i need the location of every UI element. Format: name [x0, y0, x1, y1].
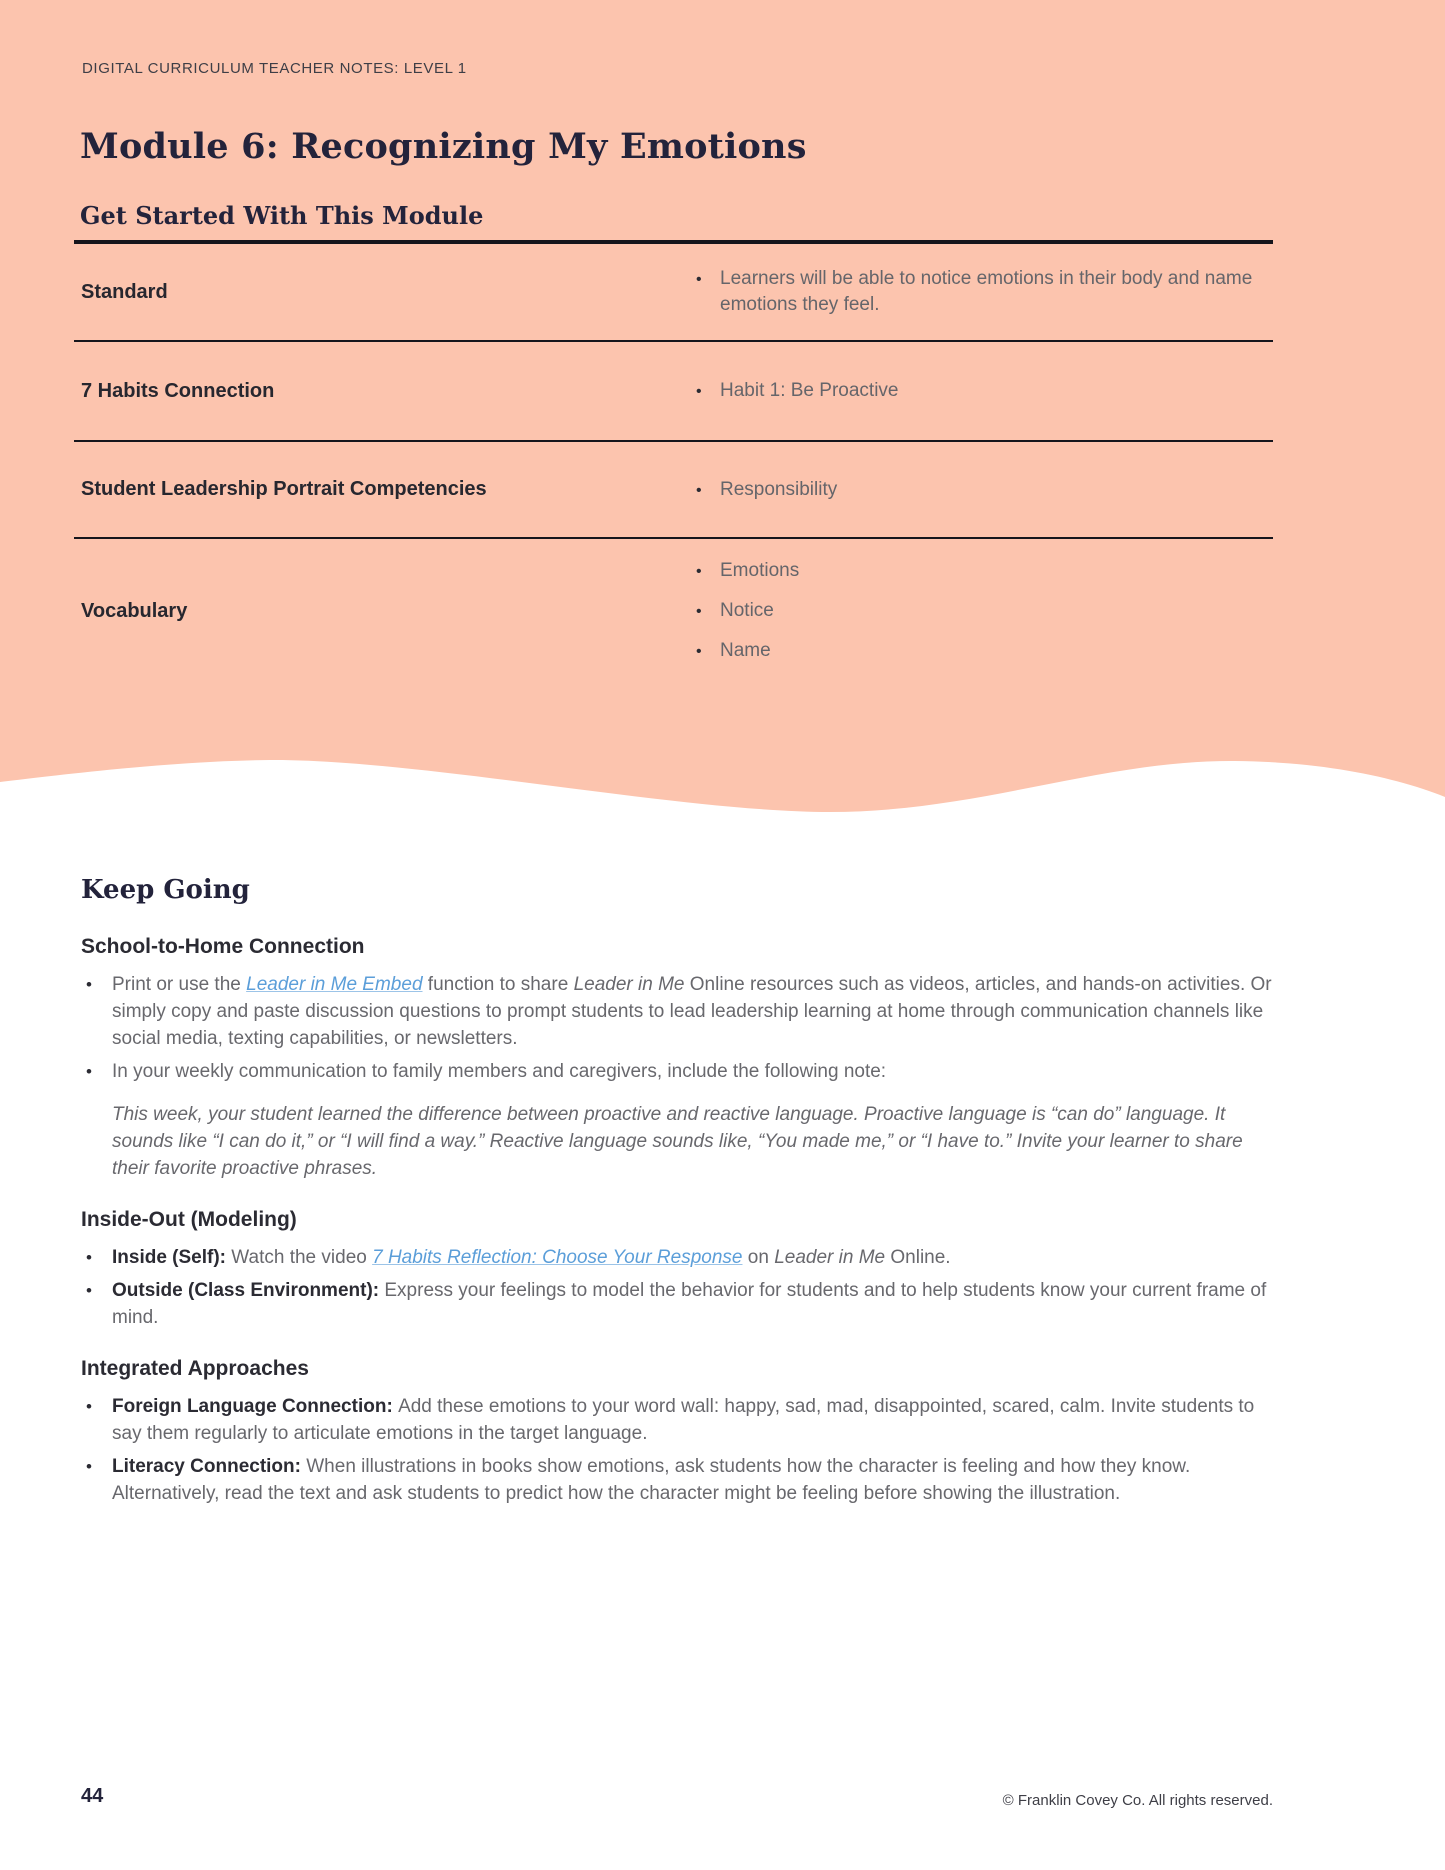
- text-segment: Online.: [885, 1247, 951, 1268]
- bullet-glyph: •: [86, 1457, 92, 1476]
- keep-going-title: Keep Going: [81, 875, 250, 905]
- table-row-competencies: [74, 442, 1273, 539]
- bullet-text: [112, 1277, 1273, 1331]
- table-row-7-habits: [74, 342, 1273, 442]
- text-segment: Print or use the: [112, 974, 247, 995]
- keep-going-section: [81, 875, 1273, 1513]
- section-title-get-started: Get Started With This Module: [80, 201, 484, 230]
- row-values: [688, 553, 1273, 669]
- copyright-notice: © Franklin Covey Co. All rights reserved.: [1002, 1792, 1273, 1809]
- text-segment: Online resources such as videos, articles, and hands-on activities. Or simply copy and paste discussion questions to prompt students to lead leadership learning at home through communication channels like social media, texting capabilities, or newsletters.: [112, 974, 1272, 1049]
- row-label: Standard: [81, 280, 168, 303]
- list-item: • Emotions: [688, 558, 1273, 584]
- list-item: • Name: [688, 638, 1273, 664]
- list-item: • Responsibility: [688, 477, 1273, 503]
- wave-divider: [0, 757, 1445, 819]
- bullet-lead-in: Literacy Connection:: [112, 1456, 307, 1477]
- list-item: • Habit 1: Be Proactive: [688, 378, 1273, 404]
- bullet-glyph: •: [86, 1248, 92, 1267]
- table-row-standard: [74, 244, 1273, 342]
- row-label: Vocabulary: [81, 599, 188, 622]
- leader-in-me-embed-link[interactable]: Leader in Me Embed: [246, 974, 423, 995]
- bullet-item: [81, 971, 1273, 1052]
- text-segment-italic: Leader in Me: [774, 1247, 886, 1268]
- text-segment-italic: Leader in Me: [573, 974, 685, 995]
- heading-inside-out: Inside-Out (Modeling): [81, 1208, 297, 1231]
- bullet-lead-in: Outside (Class Environment):: [112, 1280, 385, 1301]
- list-item: • Learners will be able to notice emotions in their body and name emotions they feel.: [688, 266, 1273, 318]
- row-label: 7 Habits Connection: [81, 379, 275, 402]
- bullet-lead-in: Inside (Self):: [112, 1247, 232, 1268]
- list-item: • Notice: [688, 598, 1273, 624]
- habits-reflection-video-link[interactable]: 7 Habits Reflection: Choose Your Response: [372, 1247, 743, 1268]
- bullet-lead-in: Foreign Language Connection:: [112, 1396, 399, 1417]
- row-label: Student Leadership Portrait Competencies: [81, 478, 487, 500]
- text-segment: Watch the video: [231, 1247, 373, 1268]
- bullet-item: [81, 1277, 1273, 1331]
- bullet-glyph: •: [86, 1062, 92, 1081]
- family-note-text: This week, your student learned the difference between proactive and reactive language. Proactive language is “can do” language. It sounds like “I can do it,” or “I will find a way.” Reactive language sounds like, “You made me,” or “I have to.” Invite your learner to share their favorite proactive phrases.: [112, 1104, 1243, 1179]
- bullet-item: [81, 1244, 1273, 1271]
- bullet-glyph: •: [86, 975, 92, 994]
- table-row-vocabulary: [74, 539, 1273, 683]
- bullet-text: [112, 1244, 1273, 1271]
- bullet-glyph: •: [86, 1397, 92, 1416]
- document-eyebrow: DIGITAL CURRICULUM TEACHER NOTES: LEVEL 1: [82, 60, 467, 77]
- row-values: [688, 472, 1273, 508]
- bullet-item: [81, 1058, 1273, 1085]
- bullet-item: [81, 1453, 1273, 1507]
- heading-integrated-approaches: Integrated Approaches: [81, 1357, 309, 1380]
- bullet-text: In your weekly communication to family members and caregivers, include the following note:: [112, 1061, 887, 1082]
- text-segment: When illustrations in books show emotions, ask students how the character is feeling and how they know. Alternatively, read the text and ask students to predict how the character might be feeling before showing the illustration.: [112, 1456, 1191, 1504]
- page-number: 44: [81, 1785, 104, 1807]
- bullet-text: [112, 1393, 1273, 1447]
- bullet-text: [112, 971, 1273, 1052]
- bullet-item: [81, 1393, 1273, 1447]
- row-values: [688, 261, 1273, 323]
- module-info-table: [74, 240, 1273, 683]
- row-values: [688, 373, 1273, 409]
- text-segment: Add these emotions to your word wall: happy, sad, mad, disappointed, scared, calm. Invite students to say them regularly to articulate emotions in the target language.: [112, 1396, 1255, 1444]
- heading-school-to-home: School-to-Home Connection: [81, 935, 365, 958]
- text-segment: on: [742, 1247, 775, 1268]
- text-segment: function to share: [422, 974, 574, 995]
- bullet-glyph: •: [86, 1281, 92, 1300]
- page-title: Module 6: Recognizing My Emotions: [80, 126, 807, 167]
- bullet-text: [112, 1453, 1273, 1507]
- text-segment: Express your feelings to model the behavior for students and to help students know your current frame of mind.: [112, 1280, 1267, 1328]
